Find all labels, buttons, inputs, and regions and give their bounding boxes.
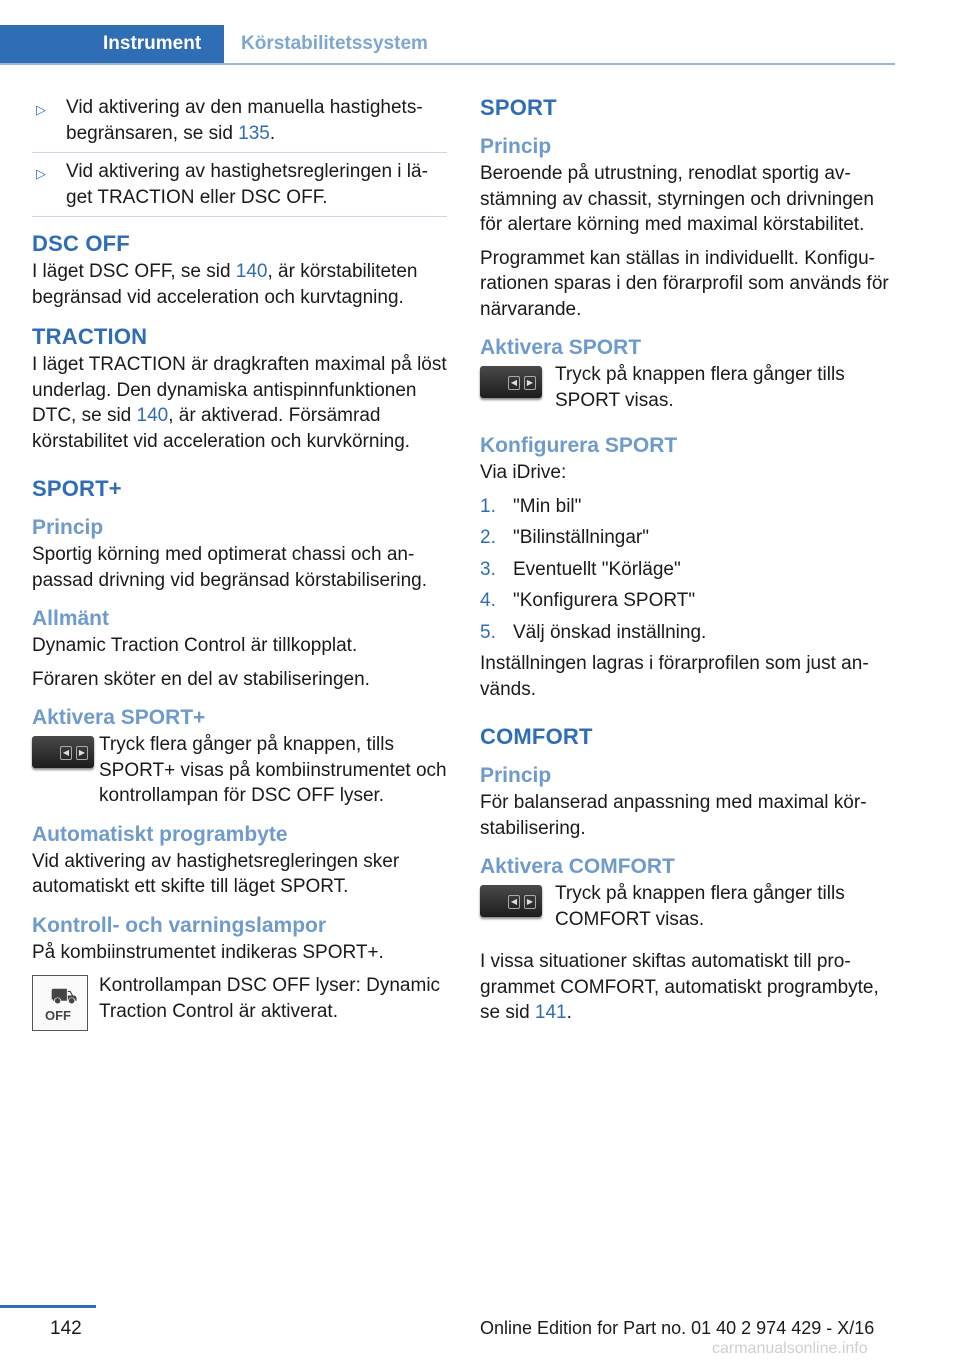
dsc-off-text: I läget DSC OFF, se sid 140, är körstabiliteten begränsad vid acceleration och kurvtagning.	[32, 261, 418, 308]
heading-sport: SPORT	[480, 95, 557, 120]
heading-automatiskt-programbyte: Automatiskt programbyte	[32, 822, 288, 846]
heading-aktivera-comfort: Aktivera COMFORT	[480, 855, 675, 878]
page-number: 142	[50, 1318, 82, 1339]
driving-mode-button-icon: ◀ ▶	[480, 366, 542, 398]
sport-principle-text: Beroende på utrustning, renodlat sportig avstämning av chassit, styrningen och drivningen för alertare körning med maximal körstabilitet.	[480, 163, 874, 235]
list-item: 2. "Bilinställningar"	[480, 527, 649, 548]
bullet-item: ▷ Vid aktivering av den manuella hastighetsbegränsaren, se sid 135.	[32, 95, 447, 153]
lamp-text: Kontrollampan DSC OFF lyser: Dynamic Traction Control är aktiverat.	[99, 975, 441, 1022]
heading-traction: TRACTION	[32, 324, 148, 349]
driving-mode-button-icon: ◀ ▶	[32, 736, 94, 768]
activate-comfort-text: Tryck på knappen flera gånger tills COMFORT visas.	[555, 883, 845, 930]
comfort-note: I vissa situationer skiftas automatiskt till programmet COMFORT, automatiskt programbyte, se sid 141.	[480, 951, 879, 1023]
activate-sport-row	[480, 362, 895, 420]
triangle-bullet-icon: ▷	[36, 102, 46, 117]
comfort-principle-text: För balanserad anpassning med maximal körstabilisering.	[480, 792, 867, 839]
heading-sport-plus: SPORT+	[32, 476, 122, 501]
activate-sport-text: Tryck på knappen flera gånger tills SPORT visas.	[555, 364, 845, 411]
heading-dsc-off: DSC OFF	[32, 231, 130, 256]
dsc-off-lamp-icon: ⛟ OFF	[32, 975, 88, 1031]
page-link[interactable]: 140	[136, 405, 169, 426]
heading-princip: Princip	[32, 516, 104, 539]
page-link[interactable]: 140	[235, 261, 268, 282]
left-column	[32, 95, 447, 1041]
config-intro: Via iDrive:	[480, 462, 567, 483]
list-item: 1. "Min bil"	[480, 495, 582, 517]
heading-konfigurera-sport: Konfigurera SPORT	[480, 434, 678, 457]
activate-comfort-row	[480, 881, 895, 939]
page-link[interactable]: 141	[534, 1002, 567, 1023]
list-item: 4. "Konfigurera SPORT"	[480, 590, 696, 611]
sport-principle-text-2: Programmet kan ställas in individuellt. Konfigurationen sparas i den förarprofil som används för närvarande.	[480, 247, 889, 320]
heading-comfort: COMFORT	[480, 724, 593, 749]
general-text-1: Dynamic Traction Control är tillkopplat.	[32, 635, 358, 656]
page-header	[0, 25, 895, 65]
tab-instrument-label: Instrument	[103, 33, 202, 54]
heading-princip: Princip	[480, 764, 552, 787]
triangle-bullet-icon: ▷	[36, 166, 46, 181]
heading-kontroll-varningslampor: Kontroll- och varningslampor	[32, 913, 327, 937]
right-column	[480, 95, 895, 1034]
edition-text: Online Edition for Part no. 01 40 2 974 429 - X/16	[480, 1318, 875, 1338]
heading-allmant: Allmänt	[32, 607, 110, 630]
list-item: 5. Välj önskad inställning.	[480, 621, 707, 643]
config-outro: Inställningen lagras i förarprofilen som just används.	[480, 653, 869, 700]
tab-korstabilitetssystem[interactable]: Körstabilitetssystem	[241, 33, 428, 54]
lamps-text: På kombiinstrumentet indikeras SPORT+.	[32, 941, 384, 963]
activate-sport-plus-text: Tryck flera gånger på knappen, tills SPORT+ visas på kombiinstrumentet och kontrollampan för DSC OFF lyser.	[99, 734, 447, 806]
heading-aktivera-sport-plus: Aktivera SPORT+	[32, 706, 206, 729]
bullet-item: ▷ Vid aktivering av hastighetsregleringen i läget TRACTION eller DSC OFF.	[32, 159, 447, 217]
auto-text: Vid aktivering av hastighetsregleringen sker automatiskt ett skifte till läget SPORT.	[32, 850, 400, 897]
page-link[interactable]: 135	[238, 122, 270, 144]
sport-plus-principle-text: Sportig körning med optimerat chassi och anpassad drivning vid begränsad körstabilisering.	[32, 544, 428, 591]
activate-sport-plus-row	[32, 732, 447, 809]
tab-instrument[interactable]	[0, 25, 224, 63]
driving-mode-button-icon: ◀ ▶	[480, 885, 542, 917]
heading-aktivera-sport: Aktivera SPORT	[480, 336, 642, 359]
general-text-2: Föraren sköter en del av stabiliseringen.	[32, 668, 370, 690]
watermark: carmanualsonline.info	[712, 1340, 868, 1357]
list-item: 3. Eventuellt "Körläge"	[480, 558, 681, 580]
car-skid-icon: ⛟	[50, 983, 78, 1008]
footer-rule	[0, 1305, 96, 1308]
heading-princip: Princip	[480, 135, 552, 158]
lamp-row	[32, 973, 447, 1031]
traction-text: I läget TRACTION är dragkraften maximal på löst underlag. Den dynamiska antispinnfunktionen DTC, se sid 140, är aktiverad. Försämrad körstabilitet vid acceleration och kurvkörning.	[32, 354, 447, 452]
